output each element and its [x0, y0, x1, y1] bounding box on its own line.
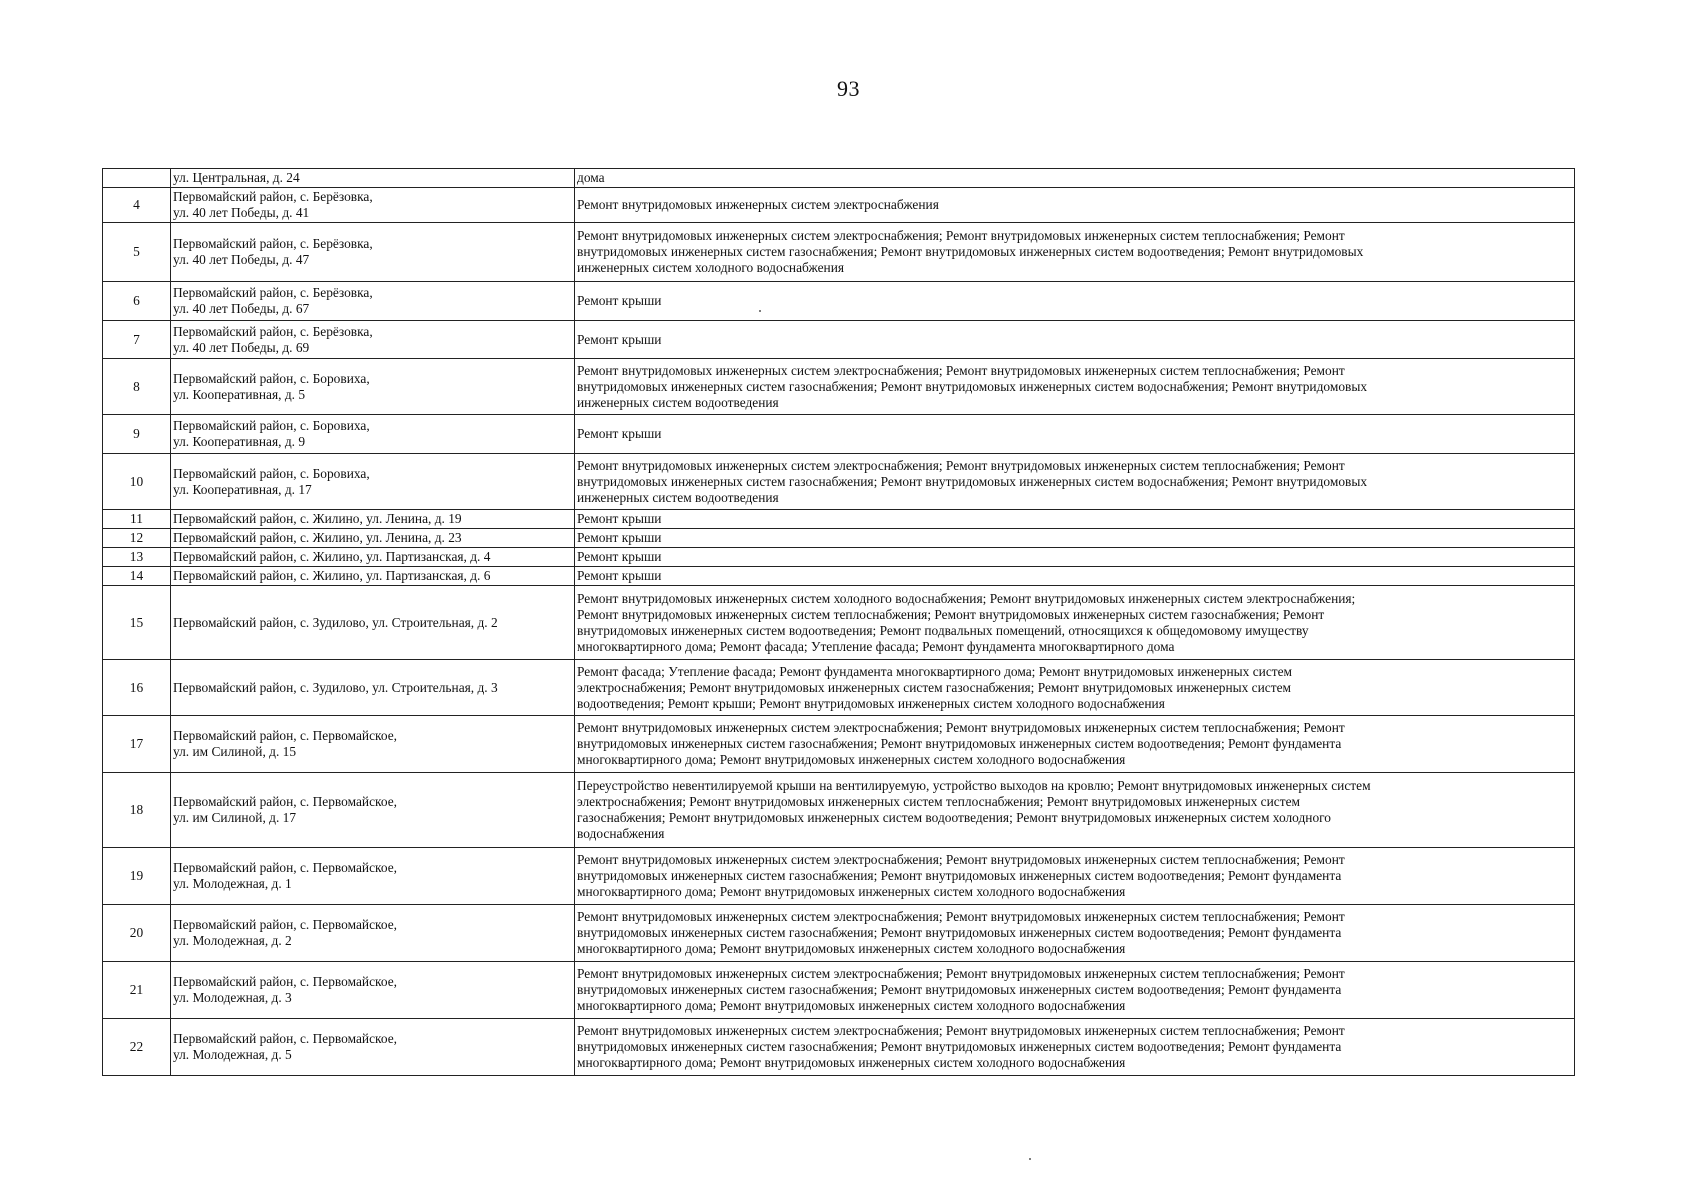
row-number-cell: 18: [103, 773, 171, 848]
row-number-cell: 5: [103, 223, 171, 282]
table-row: [103, 773, 1575, 848]
address-cell: Первомайский район, с. Боровиха, ул. Кооперативная, д. 17: [171, 454, 575, 510]
works-cell: Ремонт фасада; Утепление фасада; Ремонт фундамента многоквартирного дома; Ремонт внутридомовых инженерных систем электроснабжения; Ремонт внутридомовых инженерных систем газоснабжения; Ремонт внутридомовых инженерных систем водоотведения; Ремонт крыши; Ремонт внутридомовых инженерных систем холодного водоснабжения: [575, 660, 1575, 716]
table-row: [103, 660, 1575, 716]
works-cell: Ремонт внутридомовых инженерных систем электроснабжения; Ремонт внутридомовых инженерных систем теплоснабжения; Ремонт внутридомовых инженерных систем газоснабжения; Ремонт внутридомовых инженерных систем водоснабжения; Ремонт внутридомовых инженерных систем водоотведения: [575, 454, 1575, 510]
row-number-cell: 21: [103, 962, 171, 1019]
works-cell: Ремонт крыши: [575, 529, 1575, 548]
address-cell: Первомайский район, с. Жилино, ул. Партизанская, д. 6: [171, 567, 575, 586]
address-cell: Первомайский район, с. Боровиха, ул. Кооперативная, д. 9: [171, 415, 575, 454]
works-cell: Ремонт крыши: [575, 510, 1575, 529]
address-cell: Первомайский район, с. Берёзовка, ул. 40 лет Победы, д. 69: [171, 321, 575, 359]
works-cell: Ремонт крыши: [575, 415, 1575, 454]
table-row: [103, 848, 1575, 905]
works-cell: Ремонт внутридомовых инженерных систем холодного водоснабжения; Ремонт внутридомовых инженерных систем электроснабжения; Ремонт внутридомовых инженерных систем теплоснабжения; Ремонт внутридомовых инженерных систем газоснабжения; Ремонт внутридомовых инженерных систем водоотведения; Ремонт подвальных помещений, относящихся к общедомовому имуществу многоквартирного дома; Ремонт фасада; Утепление фасада; Ремонт фундамента многоквартирного дома: [575, 586, 1575, 660]
table-row: [103, 223, 1575, 282]
scan-speck: [1029, 1158, 1031, 1160]
row-number-cell: 20: [103, 905, 171, 962]
address-cell: Первомайский район, с. Боровиха, ул. Кооперативная, д. 5: [171, 359, 575, 415]
row-number-cell: 4: [103, 188, 171, 223]
row-number-cell: 12: [103, 529, 171, 548]
table-row: [103, 1019, 1575, 1076]
works-cell: Ремонт внутридомовых инженерных систем электроснабжения; Ремонт внутридомовых инженерных систем теплоснабжения; Ремонт внутридомовых инженерных систем газоснабжения; Ремонт внутридомовых инженерных систем водоснабжения; Ремонт внутридомовых инженерных систем водоотведения: [575, 359, 1575, 415]
row-number-cell: 17: [103, 716, 171, 773]
row-number-cell: 8: [103, 359, 171, 415]
row-number-cell: 10: [103, 454, 171, 510]
address-cell: Первомайский район, с. Берёзовка, ул. 40 лет Победы, д. 67: [171, 282, 575, 321]
works-cell: Ремонт внутридомовых инженерных систем электроснабжения; Ремонт внутридомовых инженерных систем теплоснабжения; Ремонт внутридомовых инженерных систем газоснабжения; Ремонт внутридомовых инженерных систем водоотведения; Ремонт фундамента многоквартирного дома; Ремонт внутридомовых инженерных систем холодного водоснабжения: [575, 848, 1575, 905]
table-row: [103, 454, 1575, 510]
table-row: [103, 586, 1575, 660]
address-cell: Первомайский район, с. Первомайское, ул. Молодежная, д. 3: [171, 962, 575, 1019]
table-row: [103, 359, 1575, 415]
row-number-cell: 22: [103, 1019, 171, 1076]
scan-speck: [759, 310, 761, 312]
table-row: [103, 169, 1575, 188]
row-number-cell: 13: [103, 548, 171, 567]
address-cell: Первомайский район, с. Первомайское, ул. им Силиной, д. 17: [171, 773, 575, 848]
address-cell: Первомайский район, с. Первомайское, ул. Молодежная, д. 5: [171, 1019, 575, 1076]
table-row: [103, 321, 1575, 359]
works-cell: дома: [575, 169, 1575, 188]
address-cell: Первомайский район, с. Первомайское, ул. Молодежная, д. 2: [171, 905, 575, 962]
table-row: [103, 548, 1575, 567]
table-row: [103, 716, 1575, 773]
address-cell: Первомайский район, с. Жилино, ул. Партизанская, д. 4: [171, 548, 575, 567]
table-row: [103, 962, 1575, 1019]
works-cell: Ремонт внутридомовых инженерных систем электроснабжения; Ремонт внутридомовых инженерных систем теплоснабжения; Ремонт внутридомовых инженерных систем газоснабжения; Ремонт внутридомовых инженерных систем водоотведения; Ремонт фундамента многоквартирного дома; Ремонт внутридомовых инженерных систем холодного водоснабжения: [575, 716, 1575, 773]
row-number-cell: [103, 169, 171, 188]
address-cell: Первомайский район, с. Зудилово, ул. Строительная, д. 2: [171, 586, 575, 660]
address-cell: Первомайский район, с. Зудилово, ул. Строительная, д. 3: [171, 660, 575, 716]
row-number-cell: 7: [103, 321, 171, 359]
row-number-cell: 6: [103, 282, 171, 321]
address-cell: Первомайский район, с. Первомайское, ул. Молодежная, д. 1: [171, 848, 575, 905]
address-cell: Первомайский район, с. Жилино, ул. Ленина, д. 19: [171, 510, 575, 529]
address-cell: Первомайский район, с. Первомайское, ул. им Силиной, д. 15: [171, 716, 575, 773]
works-cell: Ремонт внутридомовых инженерных систем электроснабжения; Ремонт внутридомовых инженерных систем теплоснабжения; Ремонт внутридомовых инженерных систем газоснабжения; Ремонт внутридомовых инженерных систем водоотведения; Ремонт фундамента многоквартирного дома; Ремонт внутридомовых инженерных систем холодного водоснабжения: [575, 962, 1575, 1019]
table-row: [103, 567, 1575, 586]
works-cell: Ремонт крыши: [575, 548, 1575, 567]
table-row: [103, 188, 1575, 223]
works-cell: Ремонт внутридомовых инженерных систем электроснабжения: [575, 188, 1575, 223]
works-cell: Ремонт крыши: [575, 321, 1575, 359]
works-cell: Переустройство невентилируемой крыши на вентилируемую, устройство выходов на кровлю; Ремонт внутридомовых инженерных систем электроснабжения; Ремонт внутридомовых инженерных систем теплоснабжения; Ремонт внутридомовых инженерных систем газоснабжения; Ремонт внутридомовых инженерных систем водоотведения; Ремонт внутридомовых инженерных систем холодного водоснабжения: [575, 773, 1575, 848]
row-number-cell: 16: [103, 660, 171, 716]
repair-works-table: [102, 168, 1575, 1076]
table-row: [103, 415, 1575, 454]
works-cell: Ремонт внутридомовых инженерных систем электроснабжения; Ремонт внутридомовых инженерных систем теплоснабжения; Ремонт внутридомовых инженерных систем газоснабжения; Ремонт внутридомовых инженерных систем водоотведения; Ремонт фундамента многоквартирного дома; Ремонт внутридомовых инженерных систем холодного водоснабжения: [575, 1019, 1575, 1076]
table-row: [103, 510, 1575, 529]
works-cell: Ремонт крыши: [575, 282, 1575, 321]
address-cell: Первомайский район, с. Берёзовка, ул. 40 лет Победы, д. 47: [171, 223, 575, 282]
address-cell: ул. Центральная, д. 24: [171, 169, 575, 188]
row-number-cell: 9: [103, 415, 171, 454]
address-cell: Первомайский район, с. Жилино, ул. Ленина, д. 23: [171, 529, 575, 548]
table-row: [103, 905, 1575, 962]
row-number-cell: 11: [103, 510, 171, 529]
row-number-cell: 19: [103, 848, 171, 905]
row-number-cell: 15: [103, 586, 171, 660]
table-row: [103, 529, 1575, 548]
works-cell: Ремонт крыши: [575, 567, 1575, 586]
works-cell: Ремонт внутридомовых инженерных систем электроснабжения; Ремонт внутридомовых инженерных систем теплоснабжения; Ремонт внутридомовых инженерных систем газоснабжения; Ремонт внутридомовых инженерных систем водоотведения; Ремонт фундамента многоквартирного дома; Ремонт внутридомовых инженерных систем холодного водоснабжения: [575, 905, 1575, 962]
works-cell: Ремонт внутридомовых инженерных систем электроснабжения; Ремонт внутридомовых инженерных систем теплоснабжения; Ремонт внутридомовых инженерных систем газоснабжения; Ремонт внутридомовых инженерных систем водоотведения; Ремонт внутридомовых инженерных систем холодного водоснабжения: [575, 223, 1575, 282]
page-number: 93: [837, 76, 860, 101]
table-row: [103, 282, 1575, 321]
table-body: [103, 169, 1575, 1076]
row-number-cell: 14: [103, 567, 171, 586]
address-cell: Первомайский район, с. Берёзовка, ул. 40 лет Победы, д. 41: [171, 188, 575, 223]
